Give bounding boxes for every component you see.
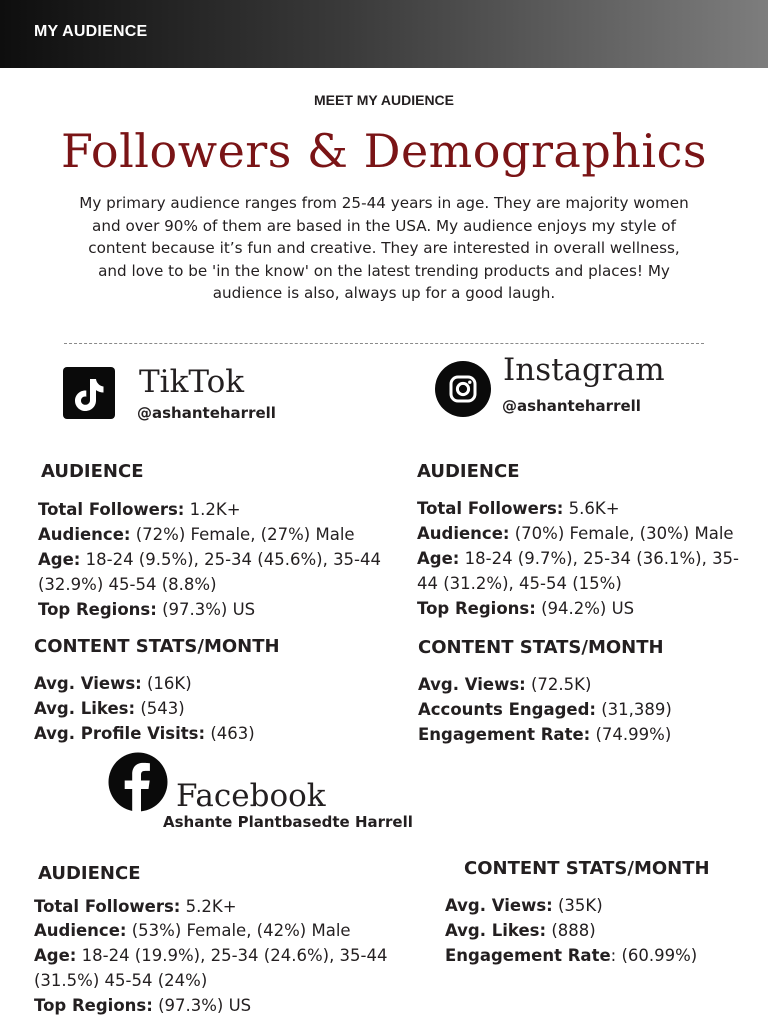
value: (72%) Female, (27%) Male [130, 525, 355, 544]
value: (70%) Female, (30%) Male [509, 524, 734, 543]
facebook-engagement-rate [445, 943, 697, 968]
label: Age: [417, 549, 460, 568]
header-bar [0, 0, 768, 68]
instagram-stats-heading: CONTENT STATS/MONTH [418, 637, 664, 658]
facebook-stats-heading: CONTENT STATS/MONTH [464, 858, 710, 879]
label: Audience: [38, 525, 131, 544]
tiktok-name: TikTok [139, 364, 245, 400]
value: (888) [546, 921, 596, 940]
value: (35K) [552, 896, 603, 915]
value: (16K) [141, 674, 192, 693]
label: Top Regions: [417, 599, 536, 618]
tiktok-handle: @ashanteharrell [137, 404, 276, 422]
value: (53%) Female, (42%) Male [126, 921, 351, 940]
label: Engagement Rate [445, 946, 611, 965]
value: : (60.99%) [610, 946, 698, 965]
value: (72.5K) [525, 675, 592, 694]
page-title: Followers & Demographics [60, 124, 708, 178]
label: Age: [38, 550, 81, 569]
instagram-avg-views [418, 672, 591, 697]
label: Top Regions: [34, 996, 153, 1015]
instagram-name: Instagram [503, 352, 665, 388]
tiktok-icon [63, 367, 115, 419]
label: Total Followers: [34, 897, 181, 916]
facebook-audience-heading: AUDIENCE [38, 863, 141, 884]
value: 18-24 (19.9%), 25-34 (24.6%), 35-44 [76, 946, 388, 965]
value: (94.2%) US [535, 599, 635, 618]
facebook-age [34, 943, 388, 968]
value: 18-24 (9.7%), 25-34 (36.1%), 35- [459, 549, 740, 568]
header-title: MY AUDIENCE [34, 23, 148, 40]
label: Avg. Views: [418, 675, 526, 694]
tiktok-age [38, 547, 381, 572]
label: Avg. Profile Visits: [34, 724, 206, 743]
value: (463) [205, 724, 255, 743]
value: 5.2K+ [180, 897, 237, 916]
tiktok-total-followers [38, 497, 241, 522]
facebook-name: Facebook [176, 778, 326, 814]
tiktok-avg-likes [34, 696, 185, 721]
label: Audience: [417, 524, 510, 543]
facebook-icon [108, 752, 168, 812]
instagram-audience-heading: AUDIENCE [417, 461, 520, 482]
facebook-avg-likes [445, 918, 596, 943]
instagram-age [417, 546, 739, 571]
instagram-audience-split [417, 521, 734, 546]
tiktok-stats-heading: CONTENT STATS/MONTH [34, 636, 280, 657]
value: 5.6K+ [563, 499, 620, 518]
value: 1.2K+ [184, 500, 241, 519]
facebook-audience-split [34, 918, 351, 943]
label: Audience: [34, 921, 127, 940]
tiktok-audience-split [38, 522, 355, 547]
dashed-divider [64, 343, 704, 344]
tiktok-top-regions [38, 597, 255, 622]
label: Top Regions: [38, 600, 157, 619]
label: Avg. Views: [34, 674, 142, 693]
value: (97.3%) US [152, 996, 252, 1015]
tiktok-age-cont: (32.9%) 45-54 (8.8%) [38, 575, 217, 594]
instagram-handle: @ashanteharrell [502, 397, 641, 415]
facebook-age-cont: (31.5%) 45-54 (24%) [34, 971, 208, 990]
value: (97.3%) US [156, 600, 256, 619]
value: (543) [135, 699, 185, 718]
facebook-top-regions [34, 993, 251, 1018]
value: 18-24 (9.5%), 25-34 (45.6%), 35-44 [80, 550, 382, 569]
instagram-icon [435, 361, 491, 417]
facebook-total-followers [34, 894, 237, 919]
label: Engagement Rate: [418, 725, 591, 744]
label: Total Followers: [417, 499, 564, 518]
facebook-handle: Ashante Plantbasedte Harrell [163, 813, 413, 831]
instagram-engagement-rate [418, 722, 671, 747]
label: Avg. Views: [445, 896, 553, 915]
instagram-accounts-engaged [418, 697, 672, 722]
value: (31,389) [596, 700, 672, 719]
label: Avg. Likes: [34, 699, 136, 718]
intro-paragraph: My primary audience ranges from 25-44 years in age. They are majority women and over 90% of them are based in the USA. My audience enjoys my style of content because it’s fun and creative. They are interested in overall wellness, and love to be 'in the know' on the latest trending products and places! My audience is also, always up for a good laugh. [79, 194, 689, 302]
eyebrow: MEET MY AUDIENCE [313, 92, 454, 108]
label: Avg. Likes: [445, 921, 547, 940]
instagram-total-followers [417, 496, 620, 521]
label: Total Followers: [38, 500, 185, 519]
tiktok-avg-views [34, 671, 192, 696]
label: Age: [34, 946, 77, 965]
label: Accounts Engaged: [418, 700, 596, 719]
tiktok-audience-heading: AUDIENCE [41, 461, 144, 482]
facebook-avg-views [445, 893, 603, 918]
tiktok-profile-visits [34, 721, 255, 746]
instagram-top-regions [417, 596, 634, 621]
value: (74.99%) [590, 725, 672, 744]
instagram-age-cont: 44 (31.2%), 45-54 (15%) [417, 574, 622, 593]
